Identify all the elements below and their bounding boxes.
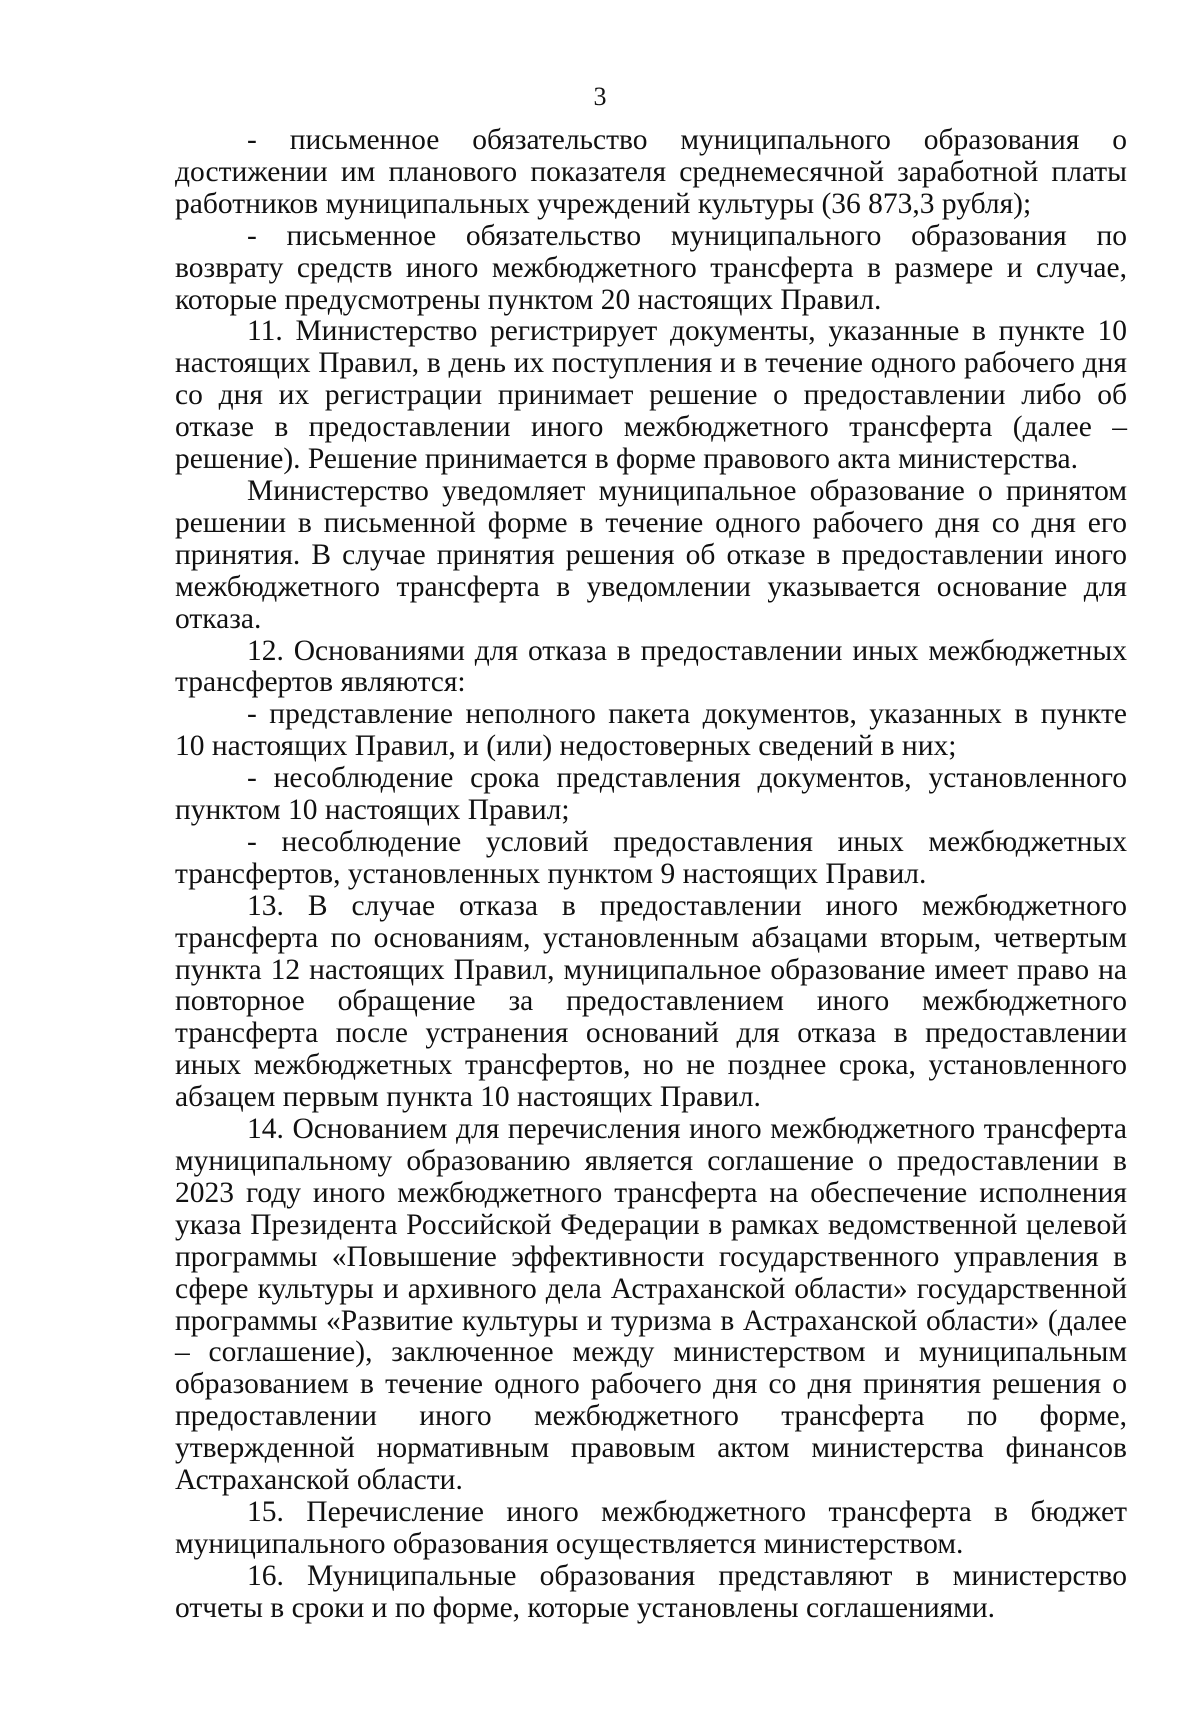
- page-number: 3: [593, 82, 607, 111]
- paragraph-14: 14. Основанием для перечисления иного межбюджетного трансферта муниципальному образованию является соглашение о предоставлении в 2023 году иного межбюджетного трансферта на обеспечение исполнения указа Президента Российской Федерации в рамках ведомственной целевой программы «Повышение эффективности государственного управления в сфере культуры и архивного дела Астраханской области» государственной программы «Развитие культуры и туризма в Астраханской области» (далее – соглашение), заключенное между министерством и муниципальным образованием в течение одного рабочего дня со дня принятия решения о предоставлении иного межбюджетного трансферта по форме, утвержденной нормативным правовым актом министерства финансов Астраханской области.: [175, 1113, 1127, 1497]
- paragraph-15: 15. Перечисление иного межбюджетного трансферта в бюджет муниципального образования осуществляется министерством.: [175, 1495, 1127, 1560]
- paragraph-11: 11. Министерство регистрирует документы, указанные в пункте 10 настоящих Правил, в день их поступления и в течение одного рабочего дня со дня их регистрации принимает решение о предоставлении либо об отказе в предоставлении иного межбюджетного трансферта (далее – решение). Решение принимается в форме правового акта министерства.: [175, 315, 1127, 476]
- paragraph-12: 12. Основаниями для отказа в предоставлении иных межбюджетных трансфертов являются:: [175, 634, 1127, 699]
- paragraph-11-notification: Министерство уведомляет муниципальное образование о принятом решении в письменной форме в течение одного рабочего дня со дня его принятия. В случае принятия решения об отказе в предоставлении иного межбюджетного трансферта в уведомлении указывается основание для отказа.: [175, 474, 1127, 635]
- paragraph-12-conditions-violation: - несоблюдение условий предоставления иных межбюджетных трансфертов, установленных пунктом 9 настоящих Правил.: [175, 825, 1127, 890]
- paragraph-refund-obligation: - письменное обязательство муниципального образования по возврату средств иного межбюджетного трансферта в размере и случае, которые предусмотрены пунктом 20 настоящих Правил.: [175, 219, 1127, 316]
- paragraph-salary-obligation: - письменное обязательство муниципального образования о достижении им планового показателя среднемесячной заработной платы работников муниципальных учреждений культуры (36 873,3 рубля);: [175, 124, 1127, 220]
- paragraph-16: 16. Муниципальные образования представляют в министерство отчеты в сроки и по форме, которые установлены соглашениями.: [175, 1559, 1127, 1624]
- paragraph-13: 13. В случае отказа в предоставлении иного межбюджетного трансферта по основаниям, установленным абзацами вторым, четвертым пункта 12 настоящих Правил, муниципальное образование имеет право на повторное обращение за предоставлением иного межбюджетного трансферта после устранения оснований для отказа в предоставлении иных межбюджетных трансфертов, но не позднее срока, установленного абзацем первым пункта 10 настоящих Правил.: [175, 889, 1127, 1114]
- document-body: [175, 125, 1127, 1625]
- paragraph-12-incomplete-documents: - представление неполного пакета документов, указанных в пункте 10 настоящих Правил, и (или) недостоверных сведений в них;: [175, 698, 1127, 763]
- paragraph-12-deadline-violation: - несоблюдение срока представления документов, установленного пунктом 10 настоящих Правил;: [175, 762, 1127, 827]
